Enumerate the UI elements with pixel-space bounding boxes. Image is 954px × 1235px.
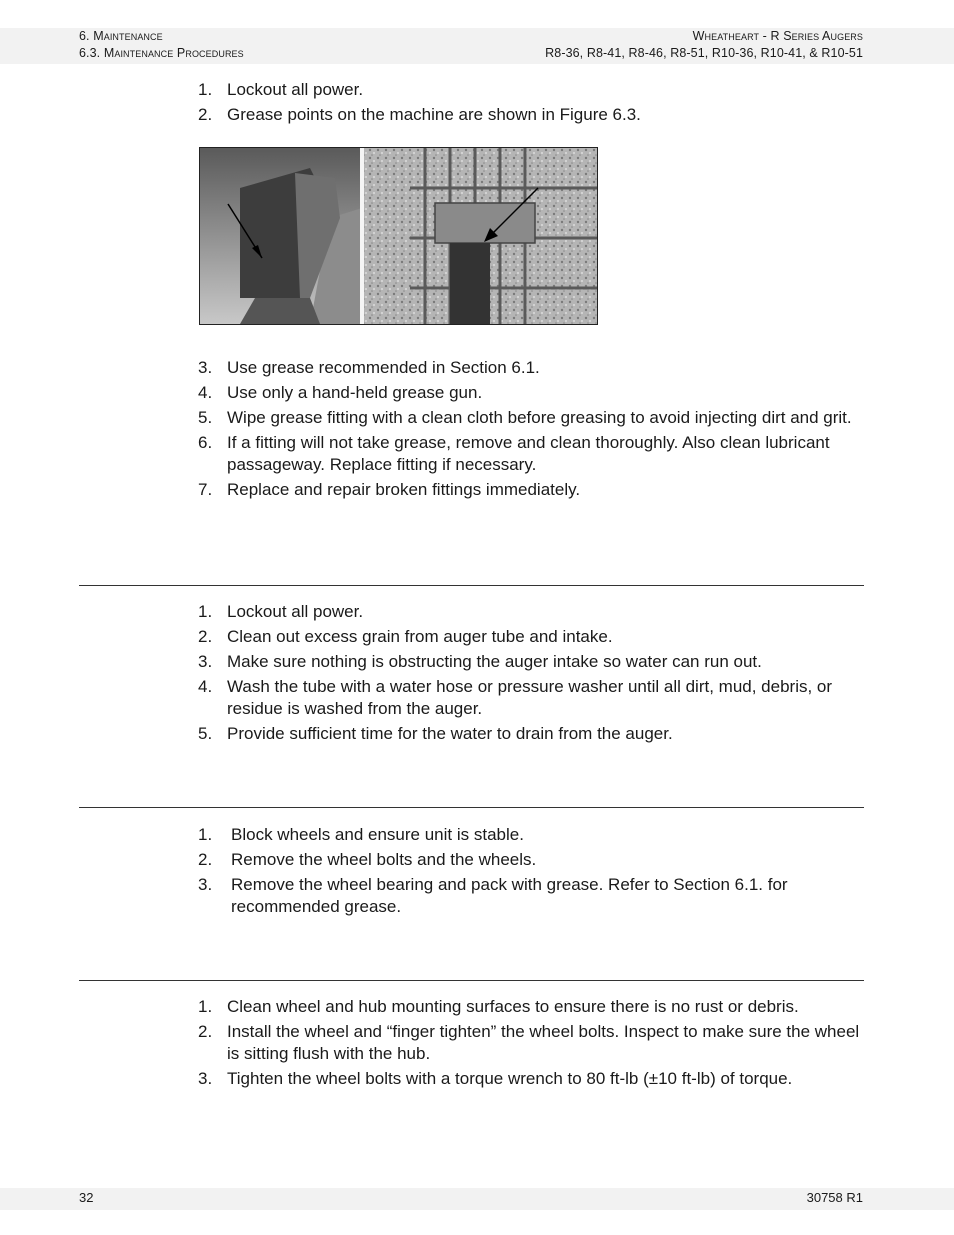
header-chapter: 6. Maintenance xyxy=(79,29,163,43)
page-number: 32 xyxy=(79,1190,94,1205)
list-item: 3. Use grease recommended in Section 6.1. xyxy=(198,358,540,377)
list-item: 2. Clean out excess grain from auger tube and intake. xyxy=(198,627,613,646)
list-item: 2. Grease points on the machine are shown in Figure 6.3. xyxy=(198,105,641,124)
list-item: 3. Tighten the wheel bolts with a torque wrench to 80 ft-lb (±10 ft-lb) of torque. xyxy=(198,1069,793,1088)
header-right xyxy=(545,28,863,62)
page-footer xyxy=(0,1188,954,1210)
list-item: 4. Use only a hand-held grease gun. xyxy=(198,383,483,402)
list-item: 1. Lockout all power. xyxy=(198,602,364,621)
header-models: R8-36, R8-41, R8-46, R8-51, R10-36, R10-41, & R10-51 xyxy=(545,46,863,60)
header-section: 6.3. Maintenance Procedures xyxy=(79,46,244,60)
list-item: 7. Replace and repair broken fittings immediately. xyxy=(198,480,581,499)
list-item: 1. Clean wheel and hub mounting surfaces to ensure there is no rust or debris. xyxy=(198,997,799,1016)
list-item: 1. Block wheels and ensure unit is stable. xyxy=(198,825,524,844)
list-item: 5. Wipe grease fitting with a clean cloth before greasing to avoid injecting dirt and grit. xyxy=(198,408,852,427)
list-item: 3. Make sure nothing is obstructing the auger intake so water can run out. xyxy=(198,652,762,671)
wheel-bearing-steps xyxy=(198,824,864,921)
section-divider xyxy=(79,585,864,586)
header-product: Wheatheart - R Series Augers xyxy=(692,29,863,43)
greasing-steps xyxy=(198,357,864,504)
list-item: 1. Lockout all power. xyxy=(198,80,364,99)
list-item: 5. Provide sufficient time for the water to drain from the auger. xyxy=(198,724,673,743)
header-left xyxy=(79,28,244,62)
cleaning-steps xyxy=(198,601,864,748)
list-item: 3. Remove the wheel bearing and pack with grease. Refer to Section 6.1. for recommended grease. xyxy=(198,875,788,916)
list-item: 2. Install the wheel and “finger tighten” the wheel bolts. Inspect to make sure the wheel is sitting flush with the hub. xyxy=(198,1022,860,1063)
list-item: 2. Remove the wheel bolts and the wheels. xyxy=(198,850,537,869)
section-divider xyxy=(79,980,864,981)
greasing-steps-intro xyxy=(198,79,864,129)
document-number: 30758 R1 xyxy=(806,1190,863,1205)
page-header xyxy=(0,28,954,64)
grease-points-figure xyxy=(199,147,598,325)
list-item: 6. If a fitting will not take grease, remove and clean thoroughly. Also clean lubricant passageway. Replace fitting if necessary. xyxy=(198,433,830,474)
section-divider xyxy=(79,807,864,808)
wheel-install-steps xyxy=(198,996,864,1093)
list-item: 4. Wash the tube with a water hose or pressure washer until all dirt, mud, debris, or residue is washed from the auger. xyxy=(198,677,833,718)
